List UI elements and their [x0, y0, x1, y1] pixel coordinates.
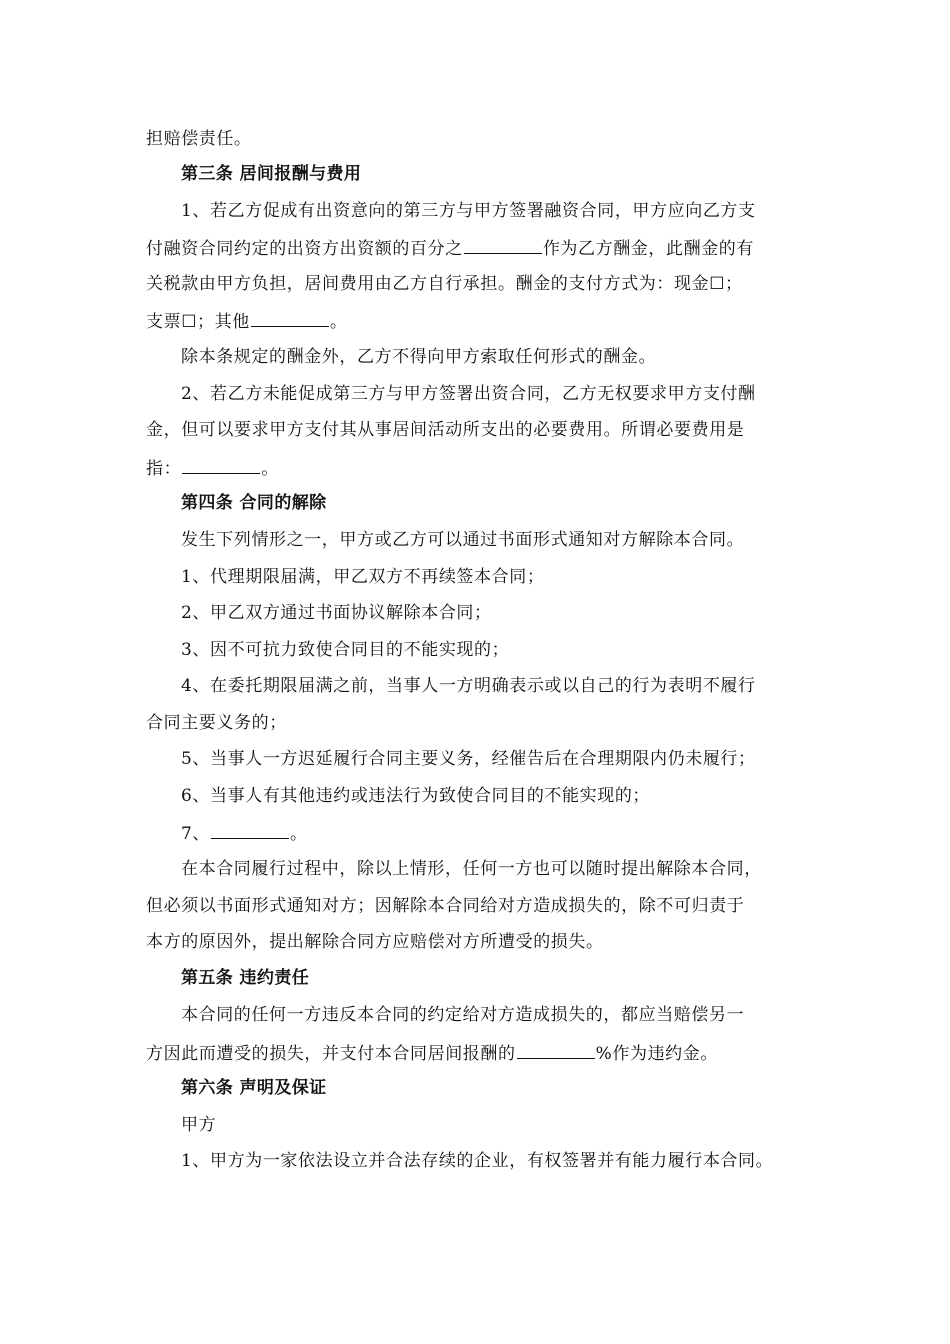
list-item: 6、当事人有其他违约或违法行为致使合同目的不能实现的；	[181, 786, 651, 806]
paragraph-line: 方因此而遭受的损失，并支付本合同居间报酬的 %作为违约金。	[146, 1041, 718, 1065]
paragraph-line: 指： 。	[146, 456, 279, 480]
paragraph-line: 在本合同履行过程中，除以上情形，任何一方也可以随时提出解除本合同，	[181, 859, 762, 879]
paragraph-line: 2、若乙方未能促成第三方与甲方签署出资合同，乙方无权要求甲方支付酬	[181, 384, 756, 404]
paragraph-line: 担赔偿责任。	[146, 129, 252, 149]
paragraph-line: 1、甲方为一家依法设立并合法存续的企业，有权签署并有能力履行本合同。	[181, 1151, 774, 1171]
paragraph-line: 本方的原因外，提出解除合同方应赔偿对方所遭受的损失。	[146, 932, 604, 952]
paragraph-line: 付融资合同约定的出资方出资额的百分之 作为乙方酬金，此酬金的有	[146, 236, 754, 260]
fill-in-blank	[182, 456, 260, 474]
list-item: 4、在委托期限届满之前，当事人一方明确表示或以自己的行为表明不履行	[181, 676, 756, 696]
fill-in-blank	[211, 821, 289, 839]
list-item: 5、当事人一方迟延履行合同主要义务，经催告后在合理期限内仍未履行；	[181, 749, 756, 769]
section-heading-5: 第五条 违约责任	[181, 968, 310, 988]
fill-in-blank	[517, 1041, 595, 1059]
section-heading-3: 第三条 居间报酬与费用	[181, 164, 362, 184]
paragraph-line: 本合同的任何一方违反本合同的约定给对方造成损失的，都应当赔偿另一	[181, 1005, 745, 1025]
list-item: 合同主要义务的；	[146, 713, 287, 733]
paragraph-line: 金，但可以要求甲方支付其从事居间活动所支出的必要费用。所谓必要费用是	[146, 420, 745, 440]
paragraph-line: 关税款由甲方负担，居间费用由乙方自行承担。酬金的支付方式为：现金☐；	[146, 274, 743, 294]
paragraph-line: 发生下列情形之一，甲方或乙方可以通过书面形式通知对方解除本合同。	[181, 530, 745, 550]
paragraph-line: 支票☐；其他 。	[146, 309, 347, 333]
list-item: 7、 。	[181, 821, 308, 845]
fill-in-blank	[251, 309, 329, 327]
section-heading-6: 第六条 声明及保证	[181, 1078, 327, 1098]
list-item: 1、代理期限届满，甲乙双方不再续签本合同；	[181, 567, 545, 587]
list-item: 3、因不可抗力致使合同目的不能实现的；	[181, 640, 510, 660]
section-heading-4: 第四条 合同的解除	[181, 493, 327, 513]
paragraph-line: 但必须以书面形式通知对方；因解除本合同给对方造成损失的，除不可归责于	[146, 896, 745, 916]
paragraph-line: 1、若乙方促成有出资意向的第三方与甲方签署融资合同，甲方应向乙方支	[181, 201, 756, 221]
paragraph-line: 甲方	[181, 1115, 217, 1135]
fill-in-blank	[464, 236, 542, 254]
list-item: 2、甲乙双方通过书面协议解除本合同；	[181, 603, 492, 623]
paragraph-line: 除本条规定的酬金外，乙方不得向甲方索取任何形式的酬金。	[181, 347, 657, 367]
